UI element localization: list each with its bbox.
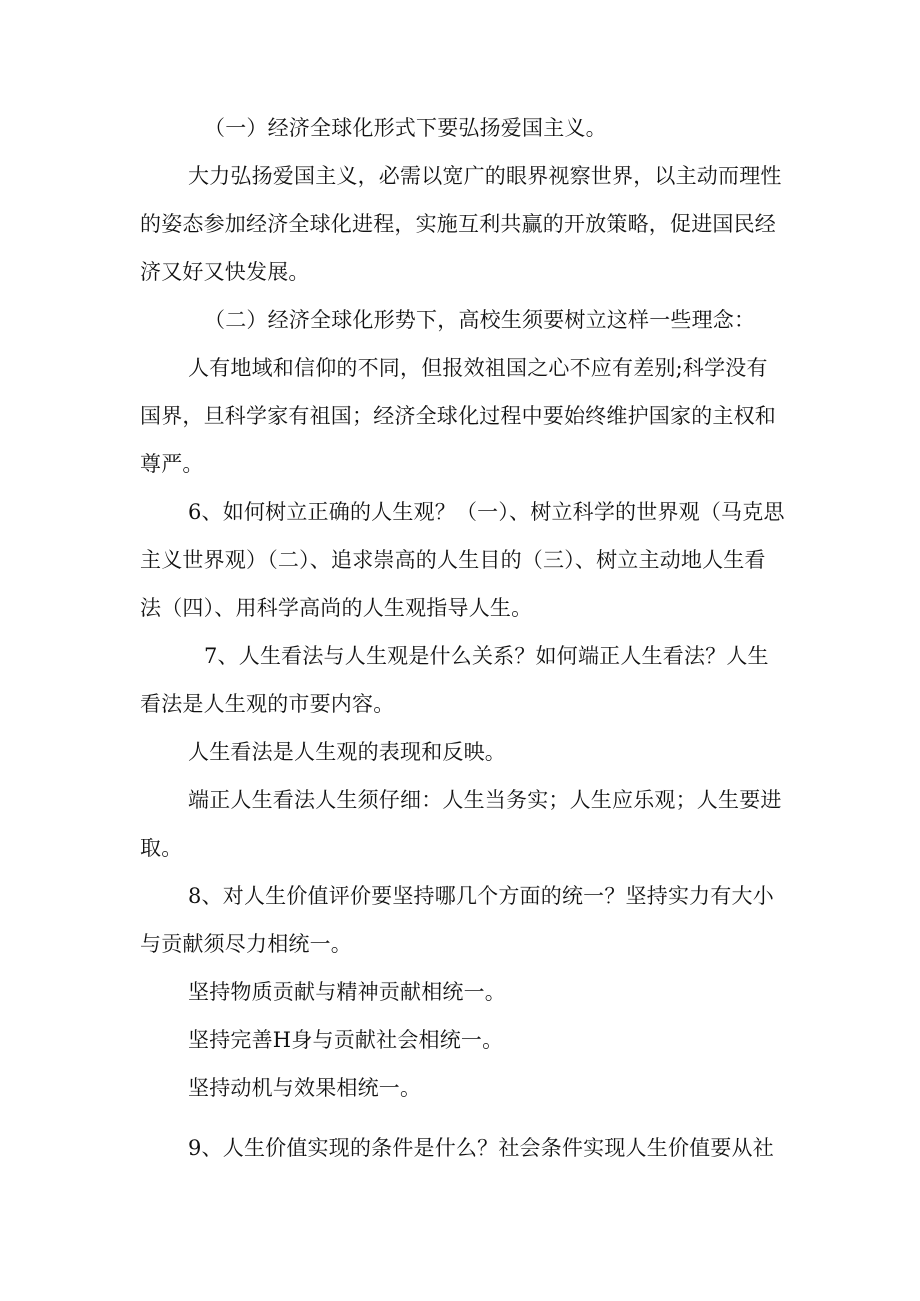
- paragraph-7: 坚持动机与效果相统一。: [188, 1076, 422, 1100]
- question-8: 8、对人生价值评价要坚持哪几个方面的统一？坚持实力有大小与贡献须尽力相统一。: [140, 884, 774, 956]
- paragraph-3: 人生看法是人生观的表现和反映。: [188, 740, 506, 764]
- paragraph-6: 坚持完善H身与贡献社会相统一。: [188, 1028, 504, 1052]
- question-9: 9、人生价值实现的条件是什么？社会条件实现人生价值要从社: [188, 1136, 774, 1160]
- paragraph-4: 端正人生看法人生须仔细：人生当务实；人生应乐观；人生要进取。: [140, 788, 782, 860]
- paragraph-1: 大力弘扬爱国主义，必需以宽广的眼界视察世界，以主动而理性的姿态参加经济全球化进程，实施互利共赢的开放策略，促进国民经济又好又快发展。: [140, 164, 782, 284]
- question-6: 6、如何树立正确的人生观？（一）、树立科学的世界观（马克思主义世界观）（二）、追求崇高的人生目的（三）、树立主动地人生看法（四）、用科学高尚的人生观指导人生。: [140, 500, 785, 620]
- paragraph-2: 人有地域和信仰的不同，但报效祖国之心不应有差别;科学没有国界，旦科学家有祖国；经济全球化过程中要始终维护国家的主权和尊严。: [140, 356, 776, 476]
- section-heading-2: （二）经济全球化形势下，高校生须要树立这样一些理念：: [204, 308, 756, 332]
- question-7: 7、人生看法与人生观是什么关系？如何端正人生看法？人生看法是人生观的市要内容。: [140, 644, 769, 716]
- section-heading-1: （一）经济全球化形式下要弘扬爱国主义。: [204, 116, 607, 140]
- paragraph-5: 坚持物质贡献与精神贡献相统一。: [188, 980, 506, 1004]
